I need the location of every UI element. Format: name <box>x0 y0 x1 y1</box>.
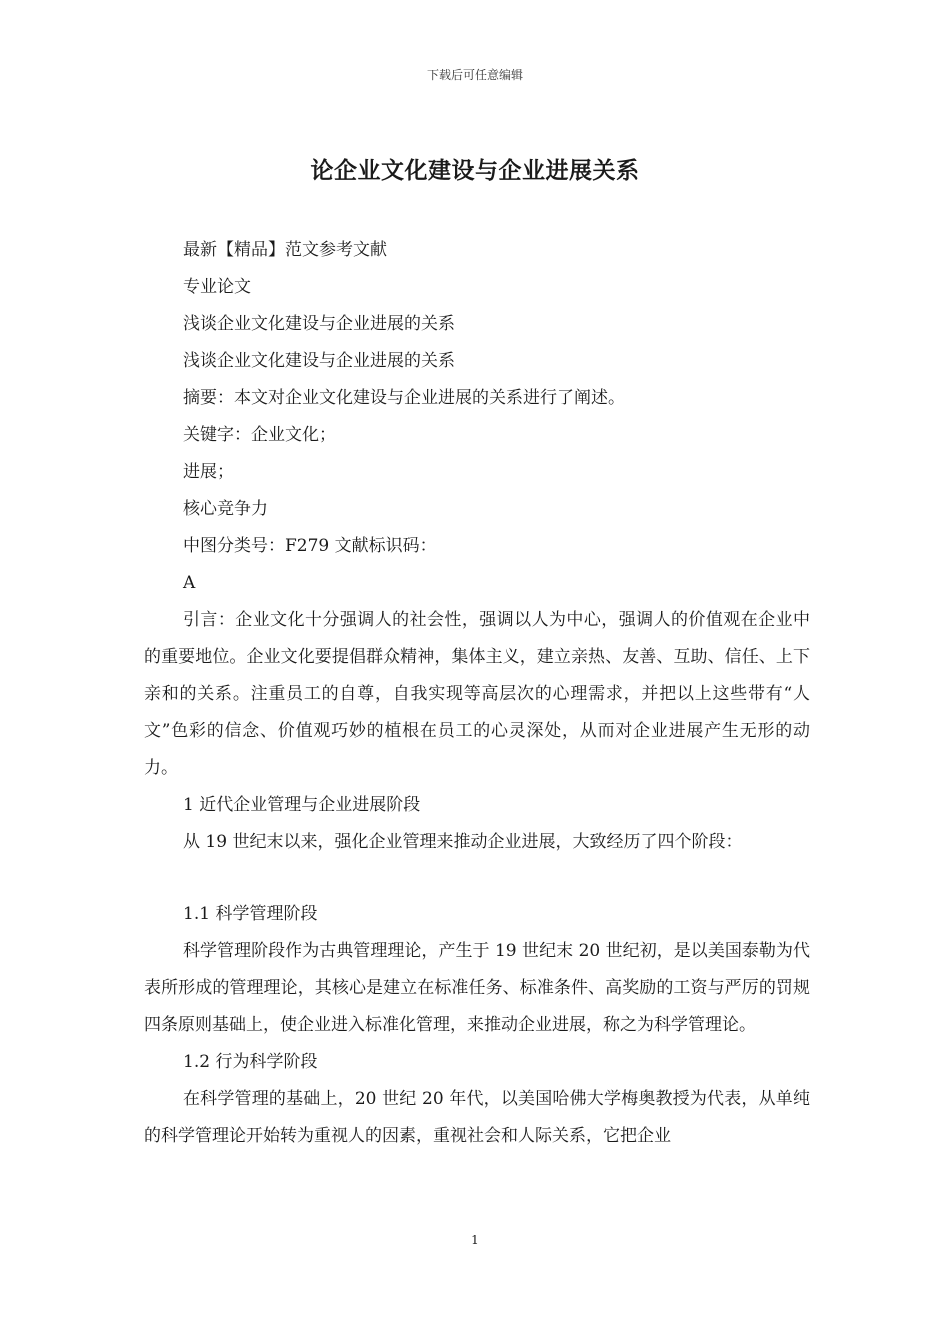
keywords-line-3: 核心竞争力 <box>183 499 268 519</box>
document-body <box>144 232 810 1155</box>
meta-line-category: 专业论文 <box>183 277 251 297</box>
section-1-2-heading: 1.2 行为科学阶段 <box>183 1052 318 1072</box>
section-1-text: 从 19 世纪末以来，强化企业管理来推动企业进展，大致经历了四个阶段： <box>183 832 743 852</box>
document-title: 论企业文化建设与企业进展关系 <box>310 157 640 184</box>
abstract-line: 摘要：本文对企业文化建设与企业进展的关系进行了阐述。 <box>183 388 625 408</box>
section-1-1-heading: 1.1 科学管理阶段 <box>183 904 318 924</box>
intro-paragraph: 引言：企业文化十分强调人的社会性，强调以人为中心，强调人的价值观在企业中的重要地位。企业文化要提倡群众精神，集体主义，建立亲热、友善、互助、信任、上下亲和的关系。注重员工的自尊，自我实现等高层次的心理需求，并把以上这些带有“人文”色彩的信念、价值观巧妙的植根在员工的心灵深处，从而对企业进展产生无形的动力。 <box>144 610 810 778</box>
document-code-line: A <box>183 573 196 593</box>
section-1-1-paragraph: 科学管理阶段作为古典管理理论，产生于 19 世纪末 20 世纪初，是以美国泰勒为代表所形成的管理理论，其核心是建立在标准任务、标准条件、高奖励的工资与严厉的罚规四条原则基础上，使企业进入标准化管理，来推动企业进展，称之为科学管理论。 <box>144 941 810 1035</box>
blank-line <box>144 861 810 896</box>
keywords-line-2: 进展； <box>183 462 234 482</box>
meta-line-source: 最新【精品】范文参考文献 <box>183 240 387 260</box>
meta-line-subtitle: 浅谈企业文化建设与企业进展的关系 <box>183 314 455 334</box>
classification-line: 中图分类号：F279 文献标识码： <box>183 536 437 556</box>
page-header: 下载后可任意编辑 <box>426 68 523 82</box>
keywords-line: 关键字：企业文化； <box>183 425 336 445</box>
meta-line-subtitle-repeat: 浅谈企业文化建设与企业进展的关系 <box>183 351 455 371</box>
page-number: 1 <box>471 1233 479 1247</box>
section-1-2-paragraph: 在科学管理的基础上，20 世纪 20 年代，以美国哈佛大学梅奥教授为代表，从单纯的科学管理论开始转为重视人的因素，重视社会和人际关系，它把企业 <box>144 1089 810 1146</box>
section-1-heading: 1 近代企业管理与企业进展阶段 <box>183 795 421 815</box>
